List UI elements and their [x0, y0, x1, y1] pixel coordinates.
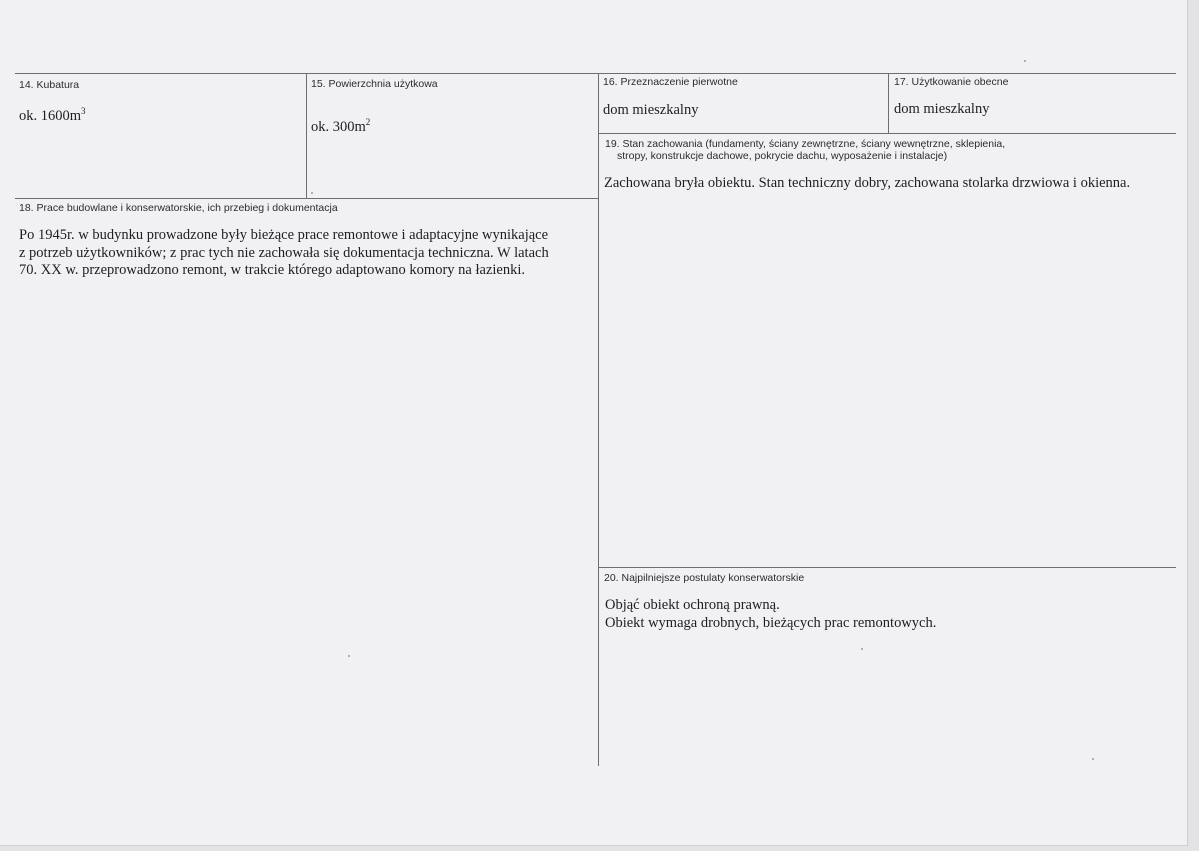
field-19-label-line-2: stropy, konstrukcje dachowe, pokrycie dachu, wyposażenie i instalacje)	[617, 150, 948, 162]
field-20-label: 20. Najpilniejsze postulaty konserwatorskie	[604, 572, 805, 584]
field-17-label: 17. Użytkowanie obecne	[894, 76, 1009, 88]
scan-speck	[348, 655, 350, 657]
rule-under-16-17	[598, 133, 1176, 134]
top-rule	[15, 73, 1176, 74]
rule-under-14-15	[15, 198, 598, 199]
field-16-label: 16. Przeznaczenie pierwotne	[603, 76, 738, 88]
field-18-value	[19, 227, 549, 280]
field-19-label	[605, 138, 1005, 162]
field-20-line: Objąć obiekt ochroną prawną.	[605, 597, 780, 613]
field-14-value	[19, 108, 86, 126]
center-divider	[598, 73, 599, 766]
divider-16-17	[888, 73, 889, 133]
rule-above-20	[598, 567, 1176, 568]
field-17-value: dom mieszkalny	[894, 101, 990, 117]
field-14-label: 14. Kubatura	[19, 79, 80, 91]
cubature-number: ok. 1600m	[19, 108, 82, 124]
divider-14-15	[306, 73, 307, 198]
field-20-line: Obiekt wymaga drobnych, bieżących prac remontowych.	[605, 614, 937, 631]
field-18-label: 18. Prace budowlane i konserwatorskie, ich przebieg i dokumentacja	[19, 202, 338, 214]
scan-speck	[1092, 758, 1094, 760]
field-18-line: Po 1945r. w budynku prowadzone były bieżące prace remontowe i adaptacyjne wynikające	[19, 227, 549, 243]
field-15-label: 15. Powierzchnia użytkowa	[311, 78, 438, 90]
field-18-line: z potrzeb użytkowników; z prac tych nie zachowała się dokumentacja techniczna. W latach	[19, 244, 549, 261]
area-exponent: 2	[365, 117, 371, 127]
scan-speck	[311, 192, 313, 194]
field-19-label-line-1: 19. Stan zachowania (fundamenty, ściany zewnętrzne, ściany wewnętrzne, sklepienia,	[605, 138, 1006, 150]
scan-speck	[861, 648, 863, 650]
field-19-value: Zachowana bryła obiektu. Stan techniczny dobry, zachowana stolarka drzwiowa i okienna.	[604, 175, 1131, 191]
field-16-value: dom mieszkalny	[603, 102, 699, 118]
field-18-line: 70. XX w. przeprowadzono remont, w trakcie którego adaptowano komory na łazienki.	[19, 262, 525, 278]
area-number: ok. 300m	[311, 119, 366, 135]
scan-speck	[1024, 60, 1026, 62]
field-15-value	[311, 119, 370, 137]
cubature-exponent: 3	[81, 106, 86, 116]
field-20-value	[605, 597, 936, 632]
